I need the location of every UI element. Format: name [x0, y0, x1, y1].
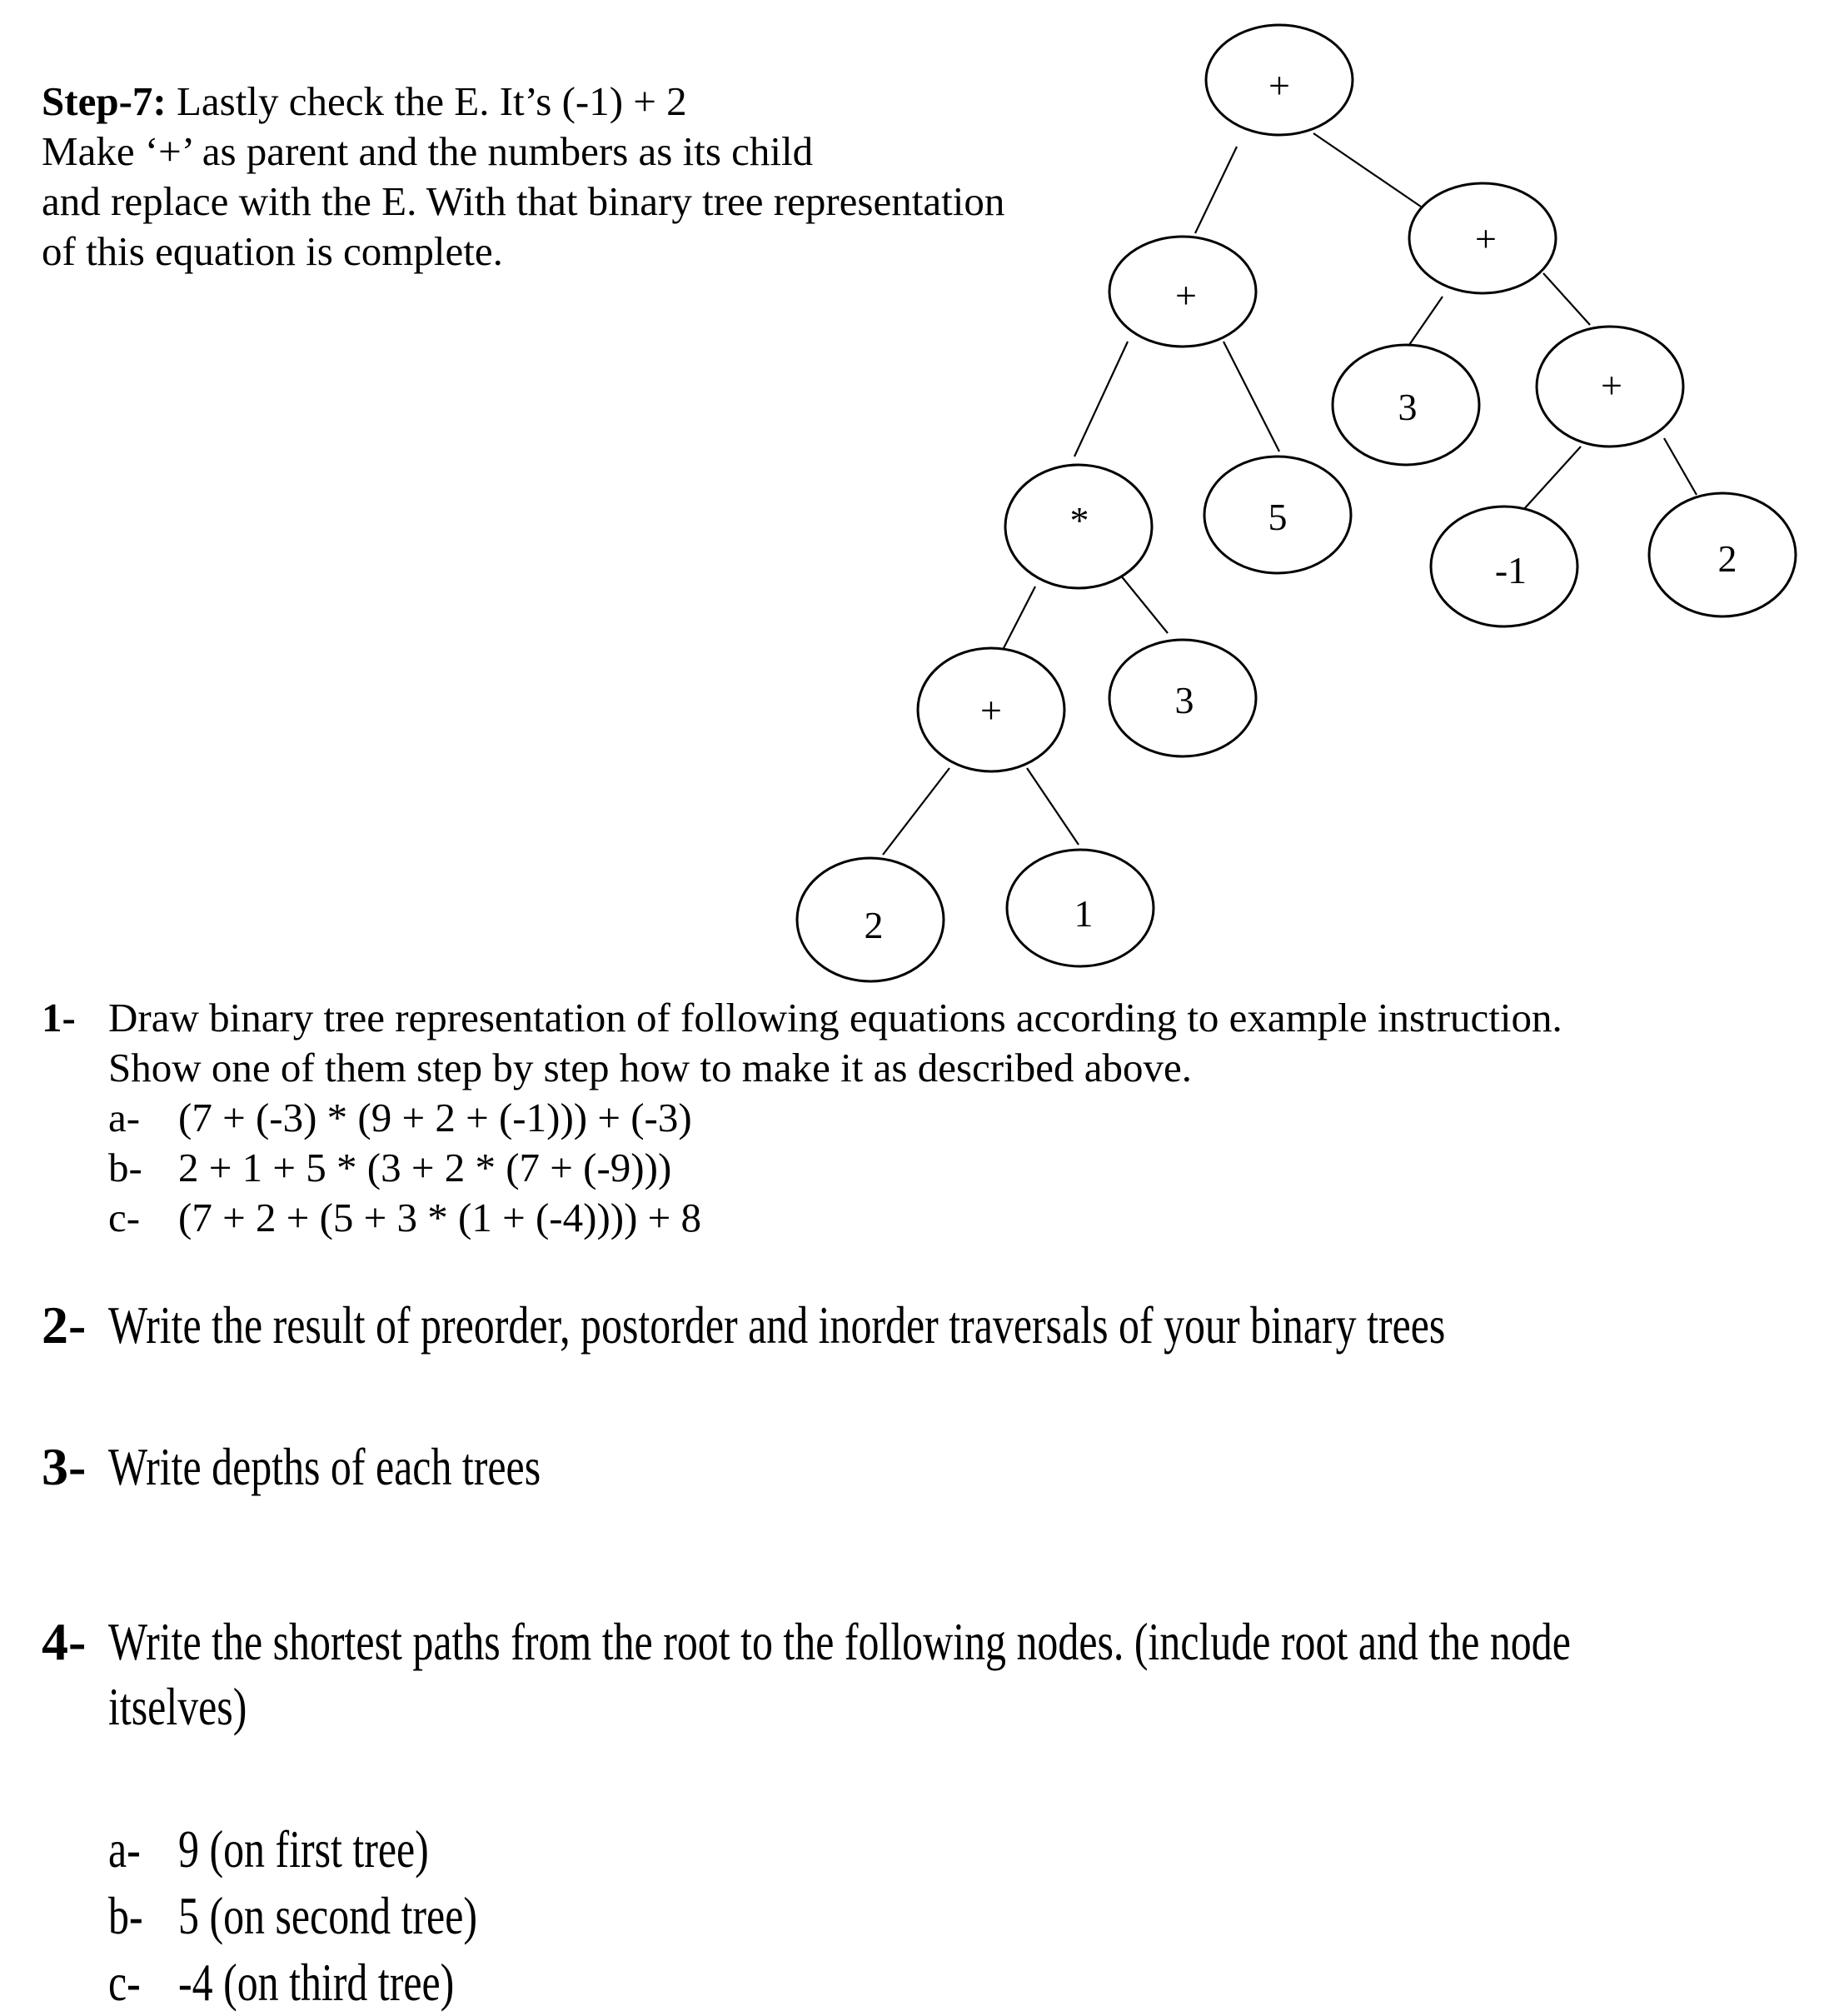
step-7-line-3: and replace with the E. With that binary tree representation — [42, 178, 1005, 224]
question-3-body — [108, 1435, 1807, 1500]
question-1-item-b-label: b- — [108, 1145, 142, 1190]
question-4-line-2: itselves) — [108, 1677, 247, 1736]
question-4-item-c — [108, 1949, 561, 2016]
edge-left-plus-five — [1223, 342, 1279, 452]
question-1-item-c-label: c- — [108, 1195, 141, 1240]
question-4-number: 4- — [42, 1612, 87, 1671]
question-4-item-c-label: c- — [108, 1953, 141, 2012]
edge-inner-plus-neg-one — [1523, 447, 1581, 510]
node-inner-right-plus-label: + — [1601, 364, 1622, 407]
edge-left-plus-mult — [1074, 342, 1128, 457]
node-left-plus-label: + — [1175, 274, 1197, 317]
question-1-line-1: Draw binary tree representation of following equations according to example instruction. — [108, 995, 1562, 1040]
node-right-three-label: 3 — [1398, 386, 1418, 428]
question-4-item-b-text: 5 (on second tree) — [178, 1886, 477, 1945]
step-7-line-2: Make ‘+’ as parent and the numbers as its child — [42, 128, 814, 174]
step-7-label: Step-7: — [42, 78, 167, 124]
node-neg-one-label: -1 — [1494, 549, 1527, 591]
question-4-line-1: Write the shortest paths from the root to the following nodes. (include root and the node — [108, 1612, 1571, 1671]
node-right-two-label: 2 — [1717, 537, 1737, 580]
edge-inner-plus-two — [1664, 438, 1697, 495]
step-7-line-4: of this equation is complete. — [42, 228, 503, 274]
node-root-label: + — [1268, 64, 1290, 107]
node-mult-label: * — [1069, 499, 1089, 541]
node-inner-left-plus-label: + — [980, 689, 1002, 731]
question-1-item-c-text: (7 + 2 + (5 + 3 * (1 + (-4)))) + 8 — [178, 1195, 702, 1240]
question-2-text: Write the result of preorder, postorder and inorder traversals of your binary trees — [108, 1295, 1446, 1355]
question-1 — [42, 993, 1807, 1243]
question-2-body — [108, 1293, 1807, 1358]
question-4-item-b — [108, 1883, 561, 1949]
question-4-item-a-label: a- — [108, 1819, 141, 1879]
binary-tree-diagram — [0, 0, 1829, 983]
question-3-text: Write depths of each trees — [108, 1437, 541, 1496]
question-1-item-a — [108, 1093, 1807, 1143]
question-1-line-2: Show one of them step by step how to make it as described above. — [108, 1045, 1192, 1090]
question-4 — [42, 1609, 1807, 1739]
question-1-item-a-text: (7 + (-3) * (9 + 2 + (-1))) + (-3) — [178, 1095, 692, 1140]
question-1-number: 1- — [42, 995, 76, 1040]
edge-mult-inner-plus — [1003, 586, 1035, 650]
question-4-item-b-label: b- — [108, 1886, 143, 1945]
node-leaf-two-label: 2 — [864, 904, 884, 946]
edge-right-plus-three — [1409, 297, 1443, 345]
question-2 — [42, 1293, 1807, 1358]
node-leaf-one-label: 1 — [1074, 892, 1094, 935]
question-2-number: 2- — [42, 1295, 87, 1355]
question-4-items — [108, 1816, 561, 2016]
question-1-body — [108, 993, 1807, 1243]
edge-root-right-plus — [1313, 133, 1421, 207]
edge-inner-left-plus-one — [1027, 768, 1079, 845]
question-1-item-b-text: 2 + 1 + 5 * (3 + 2 * (7 + (-9))) — [178, 1145, 672, 1190]
question-1-item-a-label: a- — [108, 1095, 141, 1140]
question-4-body — [108, 1609, 1807, 1739]
question-4-item-c-text: -4 (on third tree) — [178, 1953, 455, 2012]
edge-root-left-plus — [1195, 147, 1237, 233]
node-five-label: 5 — [1268, 496, 1288, 538]
node-right-plus-label: + — [1475, 217, 1497, 260]
edge-inner-left-plus-two — [883, 768, 949, 855]
node-mult-three-label: 3 — [1174, 679, 1194, 721]
question-3-number: 3- — [42, 1437, 87, 1496]
question-1-item-b — [108, 1143, 1807, 1193]
question-4-item-a — [108, 1816, 561, 1883]
question-1-item-c — [108, 1193, 1807, 1243]
question-4-item-a-text: 9 (on first tree) — [178, 1819, 429, 1879]
step-7-line-1-text: Lastly check the E. It’s (-1) + 2 — [176, 78, 687, 124]
edge-mult-three — [1120, 575, 1168, 633]
question-3 — [42, 1435, 1807, 1500]
edge-right-plus-inner-plus — [1543, 273, 1590, 325]
